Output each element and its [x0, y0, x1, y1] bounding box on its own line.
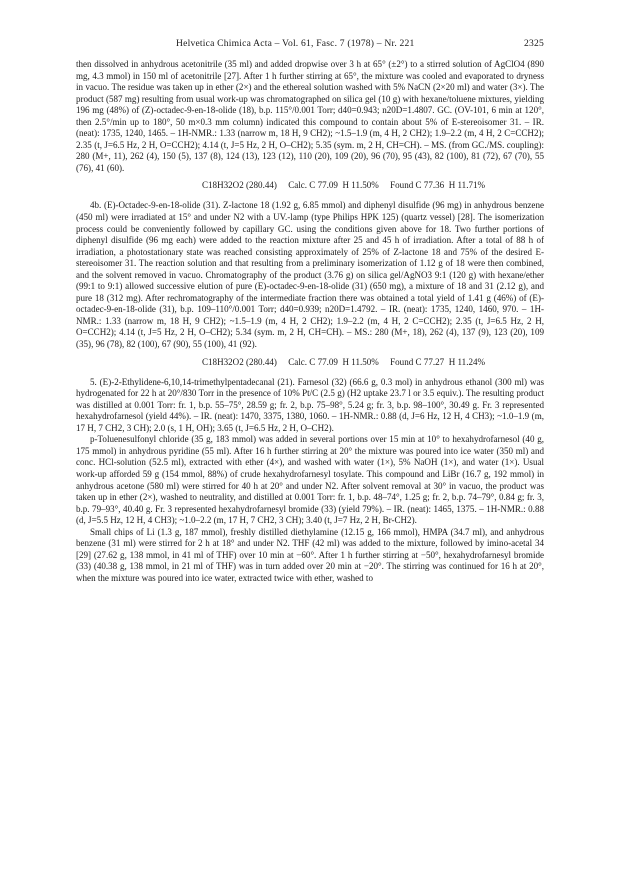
journal-title: Helvetica Chimica Acta – Vol. 61, Fasc. 7 (1978) – Nr. 221: [176, 38, 415, 49]
paragraph-lithium-amide: Small chips of Li (1.3 g, 187 mmol), freshly distilled diethylamine (12.15 g, 166 mmol), HMPA (34.7 ml), and anhydrous benzene (31 ml) were stirred for 2 h at 18° and under N2. THF (42 ml) was added to the mixture, followed by imino-acetal 34 [29] (27.62 g, 138 mmol, in 41 ml of THF) over 10 min at −60°. After 1 h further stirring at −50°, hexahydrofarnesyl bromide (33) (40.38 g, 138 mmol, in 21 ml of THF) was in turn added over 20 min at −20°. The stirring was continued for 16 h at 20°, when the mixture was poured into ice water, extracted twice with ether, washed to: [76, 526, 544, 583]
paragraph-lactone-z-continued: then dissolved in anhydrous acetonitrile (35 ml) and added dropwise over 3 h at 65° (±2°) to a stirred solution of AgClO4 (890 mg, 4.3 mmol) in 150 ml of acetonitrile [27]. After 1 h further stirring at 65°, the mixture was cooled and evaporated to dryness in vacuo. The residue was taken up in ether (2×) and the ethereal solution washed with 5% NaCN (2×20 ml) and water (3×). The product (587 mg) resulting from usual work-up was chromatographed on silica gel (10 g) with hexane/toluene mixtures, yielding 196 mg (48%) of (Z)-octadec-9-en-18-olide (18), b.p. 115°/0.001 Torr; d40=0.943; n20D=1.4807. GC. (OV-101, 6 min at 120°, then 2.5°/min up to 180°, 50 m×0.3 mm column) indicated this compound to contain about 5% of E-stereoisomer 31. – IR. (neat): 1735, 1240, 1465. – 1H-NMR.: 1.33 (narrow m, 18 H, 9 CH2); ~1.5–1.9 (m, 4 H, 2 CH2); 1.9–2.2 (m, 4 H, 2 C=CCH2); 2.35 (t, J=6.5 Hz, 2 H, O=CCH2); 4.14 (t, J=5 Hz, 2 H, O–CH2); 5.35 (sym. m, 2 H, CH=CH). – MS. (from GC./MS. coupling): 280 (M+, 11), 262 (4), 150 (5), 137 (8), 124 (13), 123 (12), 110 (20), 109 (20), 96 (70), 95 (43), 82 (100), 81 (72), 67 (70), 55 (76), 41 (60).: [76, 59, 544, 173]
article-body: [76, 59, 544, 584]
page-number: 2325: [524, 38, 544, 49]
elemental-analysis-18: C18H32O2 (280.44) Calc. C 77.09 H 11.50% Found C 77.36 H 11.71%: [202, 180, 486, 191]
paragraph-4b-e-lactone: 4b. (E)-Octadec-9-en-18-olide (31). Z-lactone 18 (1.92 g, 6.85 mmol) and diphenyl disulfide (96 mg) in anhydrous benzene (450 ml) were irradiated at 15° and under N2 with a UV.-lamp (type Philips HPK 125) (quartz vessel) [28]. The isomerization process could be conveniently followed by capillary GC. using the conditions given above for 18. Two further portions of diphenyl disulfide (96 mg each) were added to the reaction mixture after 25 and 45 h of irradiation. After a total of 88 h of irradiation, a photostationary state was reached consisting approximately of 25% of Z-lactone 18 and 75% of the desired E-stereoisomer 31. The reaction solution and that resulting from a preliminary isomerization of 1.12 g of 18 were then combined, and the solvent removed in vacuo. Chromatography of the product (3.76 g) on silica gel/AgNO3 9:1 (120 g) with hexane/ether (99:1 to 9:1) allowed successive elution of pure (E)-octadec-9-en-18-olide (31) (650 mg), a mixture of 18 and 31 (2.12 g), and pure 18 (312 mg). After rechromatography of the intermediate fraction there was obtained a total yield of 1.41 g (46%) of (E)-octadec-9-en-18-olide (31), b.p. 109–110°/0.001 Torr; d40=0.939; n20D=1.4792. – IR. (neat): 1735, 1240, 1460, 970. – 1H-NMR.: 1.33 (narrow m, 18 H, 9 CH2); ~1.5–1.9 (m, 4 H, 2 CH2); 1.9–2.2 (m, 4 H, 2 C=CCH2); 2.35 (t, J=6.5 Hz, 2 H, O=CCH2); 4.14 (t, J=5 Hz, 2 H, O–CH2); 5.34 (sym. m, 2 H, CH=CH). – MS.: 280 (M+, 18), 262 (4), 137 (9), 123 (20), 109 (35), 96 (78), 82 (100), 67 (90), 55 (100), 41 (92).: [76, 200, 544, 350]
paragraph-5-ethylidene-aldehyde: 5. (E)-2-Ethylidene-6,10,14-trimethylpentadecanal (21). Farnesol (32) (66.6 g, 0.3 mol) in anhydrous ethanol (300 ml) was hydrogenated for 22 h at 20°/830 Torr in the presence of 10% Pt/C (2.5 g) (H2 uptake 23.7 l or 3.5 equiv.). The resulting product was distilled at 0.001 Torr: fr. 1, b.p. 55–75°, 28.59 g; fr. 2, b.p. 75–98°, 5.24 g; fr. 3, b.p. 98–100°, 30.49 g. Fr. 3 represented hexahydrofarnesol (yield 44%). – IR. (neat): 1470, 3375, 1380, 1060. – 1H-NMR.: 0.88 (d, J=6 Hz, 12 H, 4 CH3); ~1.0–1.9 (m, 17 H, 7 CH2, 3 CH); 2.0 (s, 1 H, OH); 3.65 (t, J=6.5 Hz, 2 H, O–CH2).: [76, 376, 544, 433]
paragraph-tosylation: p-Toluenesulfonyl chloride (35 g, 183 mmol) was added in several portions over 15 min at 10° to hexahydrofarnesol (40 g, 175 mmol) in anhydrous pyridine (55 ml). After 16 h further stirring at 20° the mixture was poured into ice water (350 ml) and conc. HCl-solution (52.5 ml), extracted with ether (4×), and washed with water (1×), 5% NaOH (1×), and water (1×). Usual work-up afforded 59 g (154 mmol, 88%) of crude hexahydrofarnesyl tosylate. This compound and LiBr (16.7 g, 192 mmol) in anhydrous acetone (580 ml) were stirred for 40 h at 20° and under N2. After solvent removal at 30° in vacuo, the product was taken up in ether (2×), washed to neutrality, and distilled at 0.001 Torr: fr. 1, b.p. 48–74°, 1.25 g; fr. 2, b.p. 74–79°, 0.84 g; fr. 3, b.p. 79–93°, 40.40 g. Fr. 3 represented hexahydrofarnesyl bromide (33) (yield 79%). – IR. (neat): 1465, 1375. – 1H-NMR.: 0.88 (d, J=5.5 Hz, 12 H, 4 CH3); ~1.0–2.2 (m, 17 H, 7 CH2, 3 CH); 3.40 (t, J=7 Hz, 2 H, Br-CH2).: [76, 434, 544, 526]
elemental-analysis-31: C18H32O2 (280.44) Calc. C 77.09 H 11.50% Found C 77.27 H 11.24%: [202, 356, 486, 367]
